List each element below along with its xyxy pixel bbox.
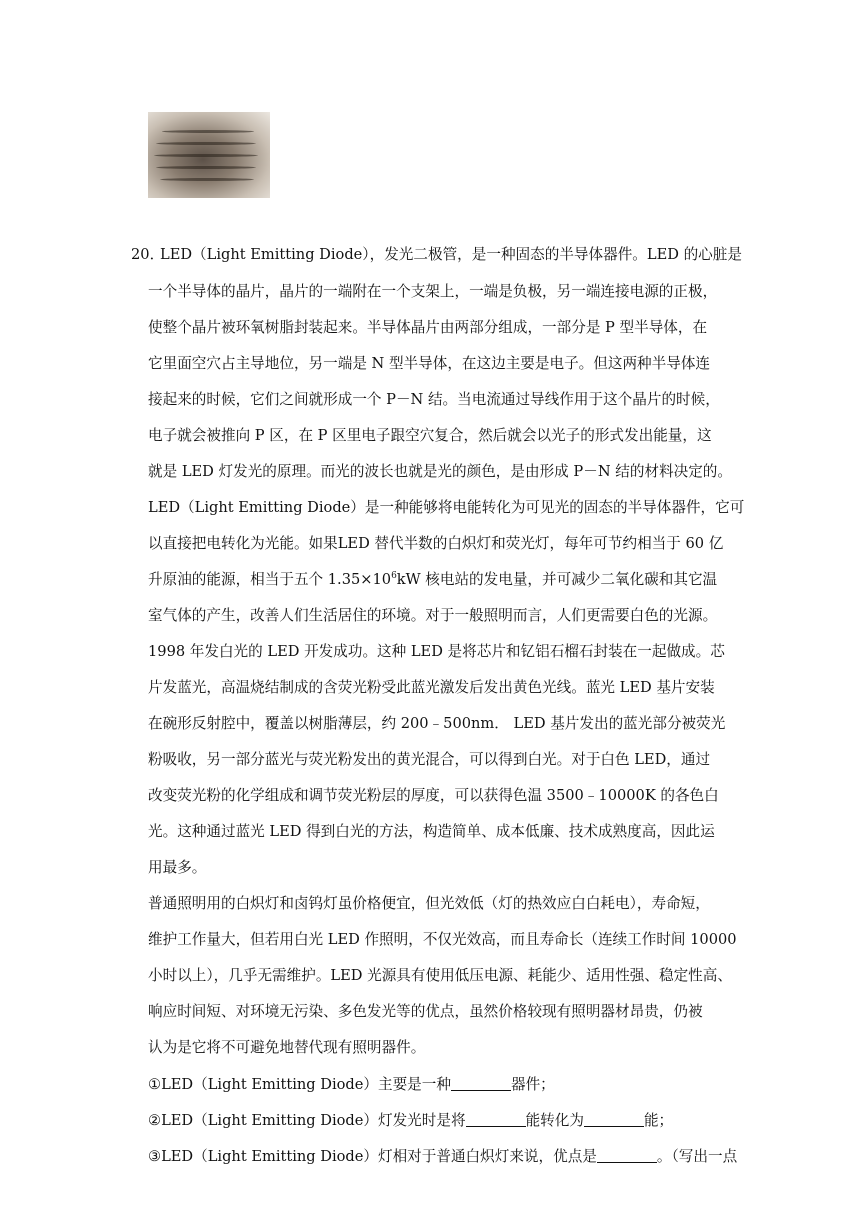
question-number: 20． [131,246,165,263]
para-line: LED（Light Emitting Diode），发光二极管，是一种固态的半导体器件。LED 的心脏是 [160,246,742,263]
para-line: 小时以上），几乎无需维护。LED 光源具有使用低压电源、耗能少、适用性强、稳定性高、 [148,967,732,984]
para-line: 就是 LED 灯发光的原理。而光的波长也就是光的颜色，是由形成 P－N 结的材料决定的。 [148,463,732,480]
para-line: 认为是它将不可避免地替代现有照明器件。 [148,1039,426,1056]
para-line: 它里面空穴占主导地位，另一端是 N 型半导体，在这边主要是电子。但这两种半导体连 [148,355,711,372]
para-line: 一个半导体的晶片，晶片的一端附在一个支架上，一端是负极，另一端连接电源的正极， [148,283,718,300]
para-line: 粉吸收，另一部分蓝光与荧光粉发出的黄光混合，可以得到白光。对于白色 LED，通过 [148,751,711,768]
para-line: 1998 年发白光的 LED 开发成功。这种 LED 是将芯片和钇铝石榴石封装在一起做成。芯 [148,643,725,660]
para-line: 片发蓝光，高温烧结制成的含荧光粉受此蓝光激发后发出黄色光线。蓝光 LED 基片安装 [148,679,715,696]
para-line: 电子就会被推向 P 区，在 P 区里电子跟空穴复合，然后就会以光子的形式发出能量，这 [148,427,712,444]
lamp-photo [148,112,270,198]
sub-question-2: ②LED（Light Emitting Diode）灯发光时是将 能转化为 能； [148,1112,674,1129]
para-line: 用最多。 [148,859,207,876]
para-line: 普通照明用的白炽灯和卤钨灯虽价格便宜，但光效低（灯的热效应白白耗电），寿命短， [148,895,710,912]
para-line: 以直接把电转化为光能。如果LED 替代半数的白炽灯和荧光灯，每年可节约相当于 60 亿 [148,535,724,552]
sub-question-1: ①LED（Light Emitting Diode）主要是一种 器件； [148,1076,555,1093]
para-line: 接起来的时候，它们之间就形成一个 P－N 结。当电流通过导线作用于这个晶片的时候， [148,391,720,408]
answer-blank[interactable] [584,1112,644,1127]
para-line: 维护工作量大，但若用白光 LED 作照明，不仅光效高，而且寿命长（连续工作时间 10000 [148,931,737,948]
para-line: 在碗形反射腔中，覆盖以树脂薄层，约 200﹣500nm． LED 基片发出的蓝光部分被荧光 [148,715,726,732]
para-line: 室气体的产生，改善人们生活居住的环境。对于一般照明而言，人们更需要白色的光源。 [148,607,718,624]
para-line: LED（Light Emitting Diode）是一种能够将电能转化为可见光的固态的半导体器件，它可 [148,499,745,516]
answer-blank[interactable] [451,1076,511,1091]
para-line: 改变荧光粉的化学组成和调节荧光粉层的厚度，可以获得色温 3500﹣10000K 的各色白 [148,787,719,804]
answer-blank[interactable] [466,1112,526,1127]
sub-question-3: ③LED（Light Emitting Diode）灯相对于普通白炽灯来说，优点是 。（写出一点 [148,1148,738,1165]
para-line: 升原油的能源，相当于五个 $1.35\times 10^6kW$ 核电站的发电量，并可减少二氧化碳和其它温 [148,571,718,588]
para-line: 光。这种通过蓝光 LED 得到白光的方法，构造简单、成本低廉、技术成熟度高，因此运 [148,823,715,840]
para-line: 使整个晶片被环氧树脂封装起来。半导体晶片由两部分组成，一部分是 P 型半导体，在 [148,319,708,336]
answer-blank[interactable] [597,1148,657,1163]
para-line: 响应时间短、对环境无污染、多色发光等的优点，虽然价格较现有照明器材昂贵，仍被 [148,1003,703,1020]
